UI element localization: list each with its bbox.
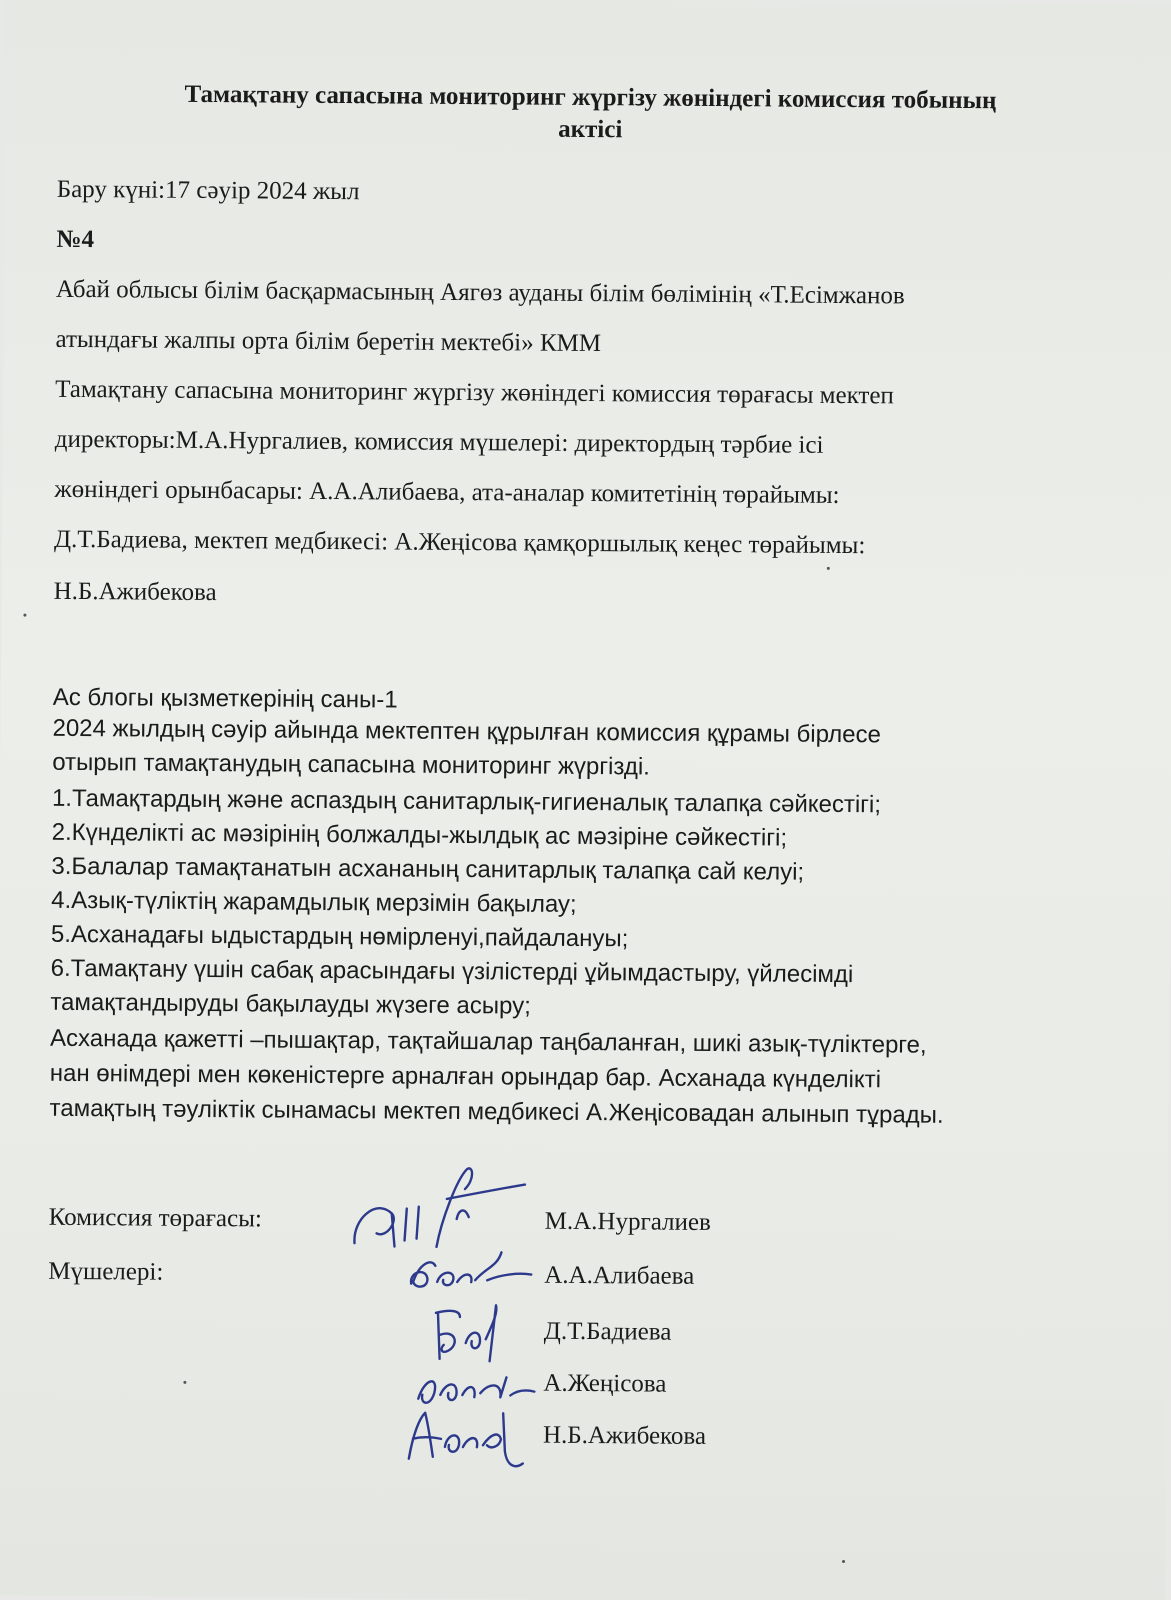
scan-speck xyxy=(23,614,26,617)
signature-member-4 xyxy=(395,1399,536,1480)
title-line-2: актісі xyxy=(558,115,623,144)
intro-line: Д.Т.Бадиева, мектеп медбикесі: А.Жеңісова қамқоршылық кеңес төрайымы: xyxy=(53,525,866,560)
scan-speck xyxy=(842,1560,845,1563)
signatory-name: М.А.Нургалиев xyxy=(544,1207,711,1236)
checklist-item: 3.Балалар тамақтанатын асхананың санитарлық талапқа сай келуі; xyxy=(51,852,805,886)
body-line: Асханада қажетті –пышақтар, тақтайшалар таңбаланған, шикі азық-түліктерге, xyxy=(50,1024,927,1059)
body-line: отырып тамақтанудың сапасына мониторинг жүргізді. xyxy=(52,748,651,781)
scan-speck xyxy=(183,1381,186,1384)
body-line: нан өнімдері мен көкеністерге арналған орындар бар. Асханада күнделікті xyxy=(49,1059,882,1094)
members-label: Мүшелері: xyxy=(48,1257,164,1286)
scan-speck xyxy=(827,567,830,570)
body-line: Ас блогы қызметкерінің саны-1 xyxy=(52,683,398,714)
signatory-name: Н.Б.Ажибекова xyxy=(542,1421,707,1450)
visit-date: Бару күні:17 сәуір 2024 жыл xyxy=(56,175,360,206)
chair-label: Комиссия төрағасы: xyxy=(48,1203,262,1233)
checklist-item: 5.Асханадағы ыдыстардың нөмірленуі,пайдалануы; xyxy=(50,920,629,953)
signatory-name: А.Жеңісова xyxy=(543,1369,667,1398)
intro-line: директоры:М.А.Нургалиев, комиссия мүшелері: директордың тәрбие ісі xyxy=(54,425,824,459)
intro-line: Абай облысы білім басқармасының Аягөз ауданы білім бөлімінің «Т.Есімжанов xyxy=(55,275,905,310)
document-title xyxy=(65,78,1115,150)
signature-member-1 xyxy=(401,1244,541,1305)
intro-line: жөніндегі орынбасары: А.А.Алибаева, ата-аналар комитетінің төрайымы: xyxy=(54,475,840,509)
intro-line: Н.Б.Ажибекова xyxy=(53,577,217,607)
title-line-1: Тамақтану сапасына мониторинг жүргізу жөніндегі комиссия тобының xyxy=(184,80,997,115)
body-line: 2024 жылдың сәуір айында мектептен құрылған комиссия құрамы бірлесе xyxy=(52,714,881,749)
act-number: №4 xyxy=(56,225,95,254)
signatory-name: А.А.Алибаева xyxy=(544,1261,695,1290)
checklist-item: 1.Тамақтардың және аспаздың санитарлық-гигиеналық талапқа сәйкестігі; xyxy=(51,784,882,819)
checklist-item: 2.Күнделікті ас мәзірінің болжалды-жылдық ас мәзіріне сәйкестігі; xyxy=(51,818,788,852)
checklist-item: 6.Тамақтану үшін сабақ арасындағы үзілістерді ұйымдастыру, үйлесімді xyxy=(50,954,854,989)
checklist-item: 4.Азық-түліктің жарамдылық мерзімін бақылау; xyxy=(51,886,577,918)
body-line: тамақтың тәуліктік сынамасы мектеп медбикесі А.Жеңісовадан алынып тұрады. xyxy=(49,1094,944,1129)
signatory-name: Д.Т.Бадиева xyxy=(543,1317,672,1346)
intro-line: атындағы жалпы орта білім беретін мектебі» КММ xyxy=(55,325,602,358)
checklist-item: тамақтандыруды бақылауды жүзеге асыру; xyxy=(50,988,531,1020)
intro-line: Тамақтану сапасына мониторинг жүргізу жөніндегі комиссия төрағасы мектеп xyxy=(55,375,894,410)
